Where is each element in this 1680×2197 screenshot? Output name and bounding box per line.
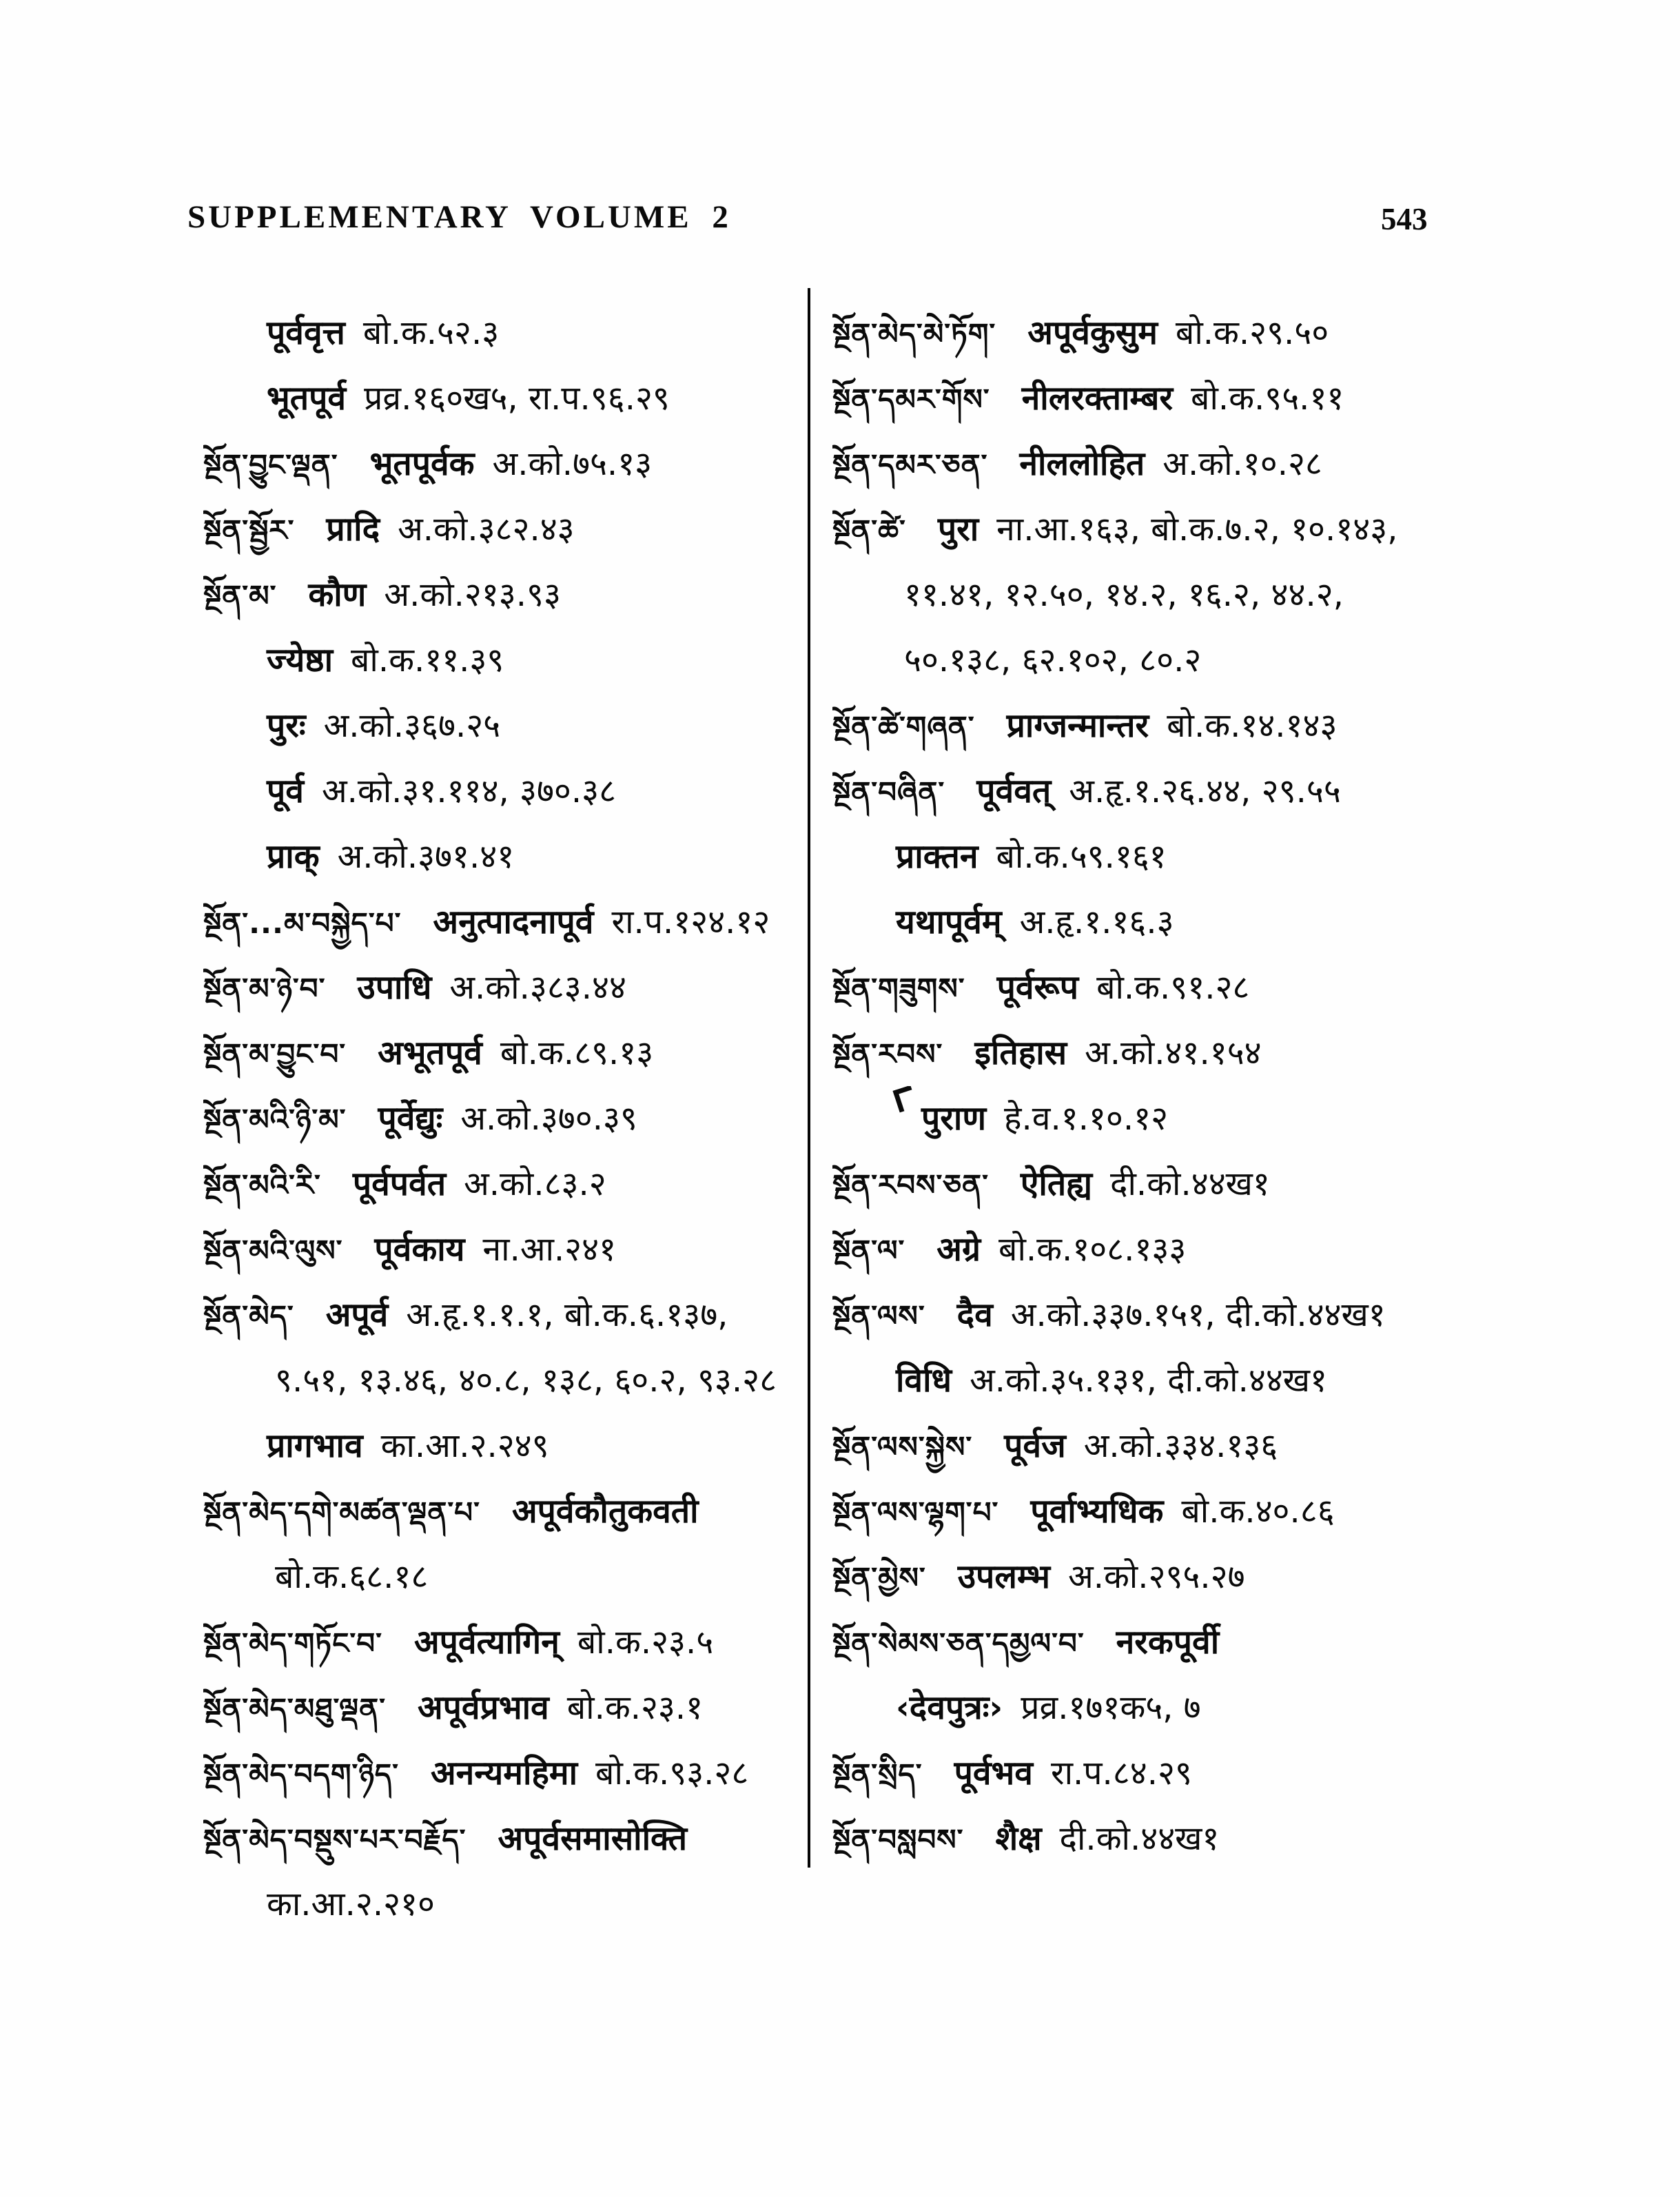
sanskrit-gloss: कौण	[308, 575, 367, 614]
reference-citations: प्रव्र.१६०ख५, रा.प.९६.२९	[364, 379, 670, 418]
sanskrit-gloss: पूर्व	[267, 772, 304, 810]
dictionary-entry	[203, 562, 796, 628]
dictionary-entry	[203, 1610, 796, 1675]
dictionary-entry	[832, 1283, 1646, 1348]
tibetan-headword: སྔོན་ལ་	[832, 1234, 905, 1267]
dictionary-entry	[832, 955, 1646, 1021]
dictionary-entry	[832, 366, 1646, 431]
dictionary-entry	[832, 300, 1646, 366]
reference-citations: अ.को.३७०.३९	[460, 1099, 637, 1138]
sanskrit-gloss: नीलरक्ताम्बर	[1021, 379, 1174, 418]
sanskrit-gloss: अपूर्वत्यागिन्	[413, 1623, 560, 1662]
tibetan-headword: སྔོན་བཞིན་	[832, 775, 945, 809]
reference-citations: बो.क.२३.१	[566, 1688, 704, 1727]
sanskrit-gloss: अपूर्वसमासोक्ति	[498, 1819, 688, 1858]
reference-citations: दी.को.४४ख१	[1110, 1165, 1270, 1203]
dictionary-entry	[203, 1479, 796, 1544]
dictionary-entry	[203, 1283, 796, 1348]
tibetan-headword: སྔོན་མེད་བསྡུས་པར་བརྗོད་	[203, 1823, 467, 1857]
tibetan-headword: སྔོན་...མ་བསྐྱེད་པ་	[203, 906, 402, 940]
sanskrit-gloss: अपूर्वकौतुकवती	[511, 1492, 699, 1531]
sanskrit-gloss: अनुत्पादनापूर्व	[433, 903, 594, 941]
sanskrit-gloss: ‹देवपुत्रः›	[896, 1688, 1003, 1727]
dictionary-entry	[203, 1152, 796, 1217]
entry-subline	[832, 1675, 1646, 1741]
sanskrit-gloss: पूर्वरूप	[996, 968, 1079, 1007]
dictionary-entry	[832, 1217, 1646, 1283]
sanskrit-gloss: विधि	[896, 1361, 952, 1400]
entry-subline	[203, 366, 796, 431]
reference-citations: अ.को.३६७.२५	[323, 706, 501, 745]
tibetan-headword: སྔོན་སྲིད་	[832, 1757, 923, 1791]
reference-citations: अ.हृ.१.१६.३	[1019, 903, 1174, 941]
reference-citations: बो.क.८९.१३	[500, 1034, 654, 1072]
reference-citations: अ.हृ.१.१.१, बो.क.६.१३७,	[406, 1296, 728, 1334]
sanskrit-gloss: प्राग्जन्मान्तर	[1006, 706, 1149, 745]
sanskrit-gloss: पुरा	[937, 510, 979, 549]
reference-citations: ९.५१, १३.४६, ४०.८, १३८, ६०.२, ९३.२८	[275, 1361, 777, 1400]
sanskrit-gloss: उपलम्भ	[957, 1557, 1051, 1596]
tibetan-headword: སྔོན་གཟུགས་	[832, 972, 965, 1005]
tibetan-headword: སྔོན་མ་	[203, 579, 277, 613]
sanskrit-gloss: शैक्ष	[995, 1819, 1042, 1858]
tibetan-headword: སྔོན་ལས་སྐྱེས་	[832, 1430, 973, 1464]
tibetan-headword: སྔོན་ཚེ་	[832, 513, 906, 547]
tibetan-headword: སྔོན་སྦྱོར་	[203, 513, 295, 547]
reference-citations: बो.क.२३.५	[577, 1623, 714, 1662]
dictionary-entry	[832, 1021, 1646, 1086]
entry-subline	[203, 300, 796, 366]
sanskrit-gloss: पूर्वकाय	[374, 1230, 465, 1269]
reference-citations: अ.को.३५.१३१, दी.को.४४ख१	[970, 1361, 1328, 1400]
sanskrit-gloss: प्राक्तन	[896, 837, 979, 876]
sanskrit-gloss: इतिहास	[974, 1034, 1067, 1072]
dictionary-column-right	[832, 300, 1646, 1886]
tibetan-headword: སྔོན་མེད་དགེ་མཚན་ལྡན་པ་	[203, 1495, 480, 1529]
dictionary-entry	[832, 759, 1646, 824]
dictionary-entry	[203, 1741, 796, 1806]
dictionary-entry	[203, 1021, 796, 1086]
sanskrit-gloss: अपूर्वप्रभाव	[417, 1688, 549, 1727]
reference-citations: अ.को.३८२.४३	[398, 510, 575, 549]
column-divider-rule	[808, 288, 810, 1868]
tibetan-headword: སྔོན་རབས་ཅན་	[832, 1168, 989, 1202]
reference-citations: अ.को.३३७.१५१, दी.को.४४ख१	[1010, 1296, 1386, 1334]
tibetan-headword: སྔོན་མེད་	[203, 1299, 294, 1333]
dictionary-entry	[832, 1741, 1646, 1806]
entry-subline	[203, 628, 796, 693]
tibetan-headword: སྔོན་ཚེ་གཞན་	[832, 710, 975, 744]
dictionary-entry	[832, 1413, 1646, 1479]
tibetan-headword: སྔོན་མེད་གཏོང་བ་	[203, 1626, 382, 1660]
page-header-title: SUPPLEMENTARY VOLUME 2	[187, 199, 731, 235]
sanskrit-gloss: अपूर्व	[325, 1296, 389, 1334]
sanskrit-gloss: पूर्ववत्	[976, 772, 1052, 810]
reference-citations: ना.आ.१६३, बो.क.७.२, १०.१४३,	[996, 510, 1398, 549]
reference-citations: अ.को.३८३.४४	[449, 968, 626, 1007]
reference-citations: अ.को.४१.१५४	[1085, 1034, 1262, 1072]
dictionary-entry	[203, 497, 796, 562]
sanskrit-gloss: भूतपूर्व	[267, 379, 347, 418]
reference-citations: अ.हृ.१.२६.४४, २९.५५	[1069, 772, 1341, 810]
tibetan-headword: སྔོན་དམར་གོས་	[832, 382, 990, 416]
sanskrit-gloss: पूर्वपर्वत	[352, 1165, 447, 1203]
reference-citations: अ.को.८३.२	[464, 1165, 606, 1203]
sanskrit-gloss: पुरः	[267, 706, 306, 745]
sanskrit-gloss: ऐतिह्य	[1020, 1165, 1093, 1203]
reference-citations: दी.को.४४ख१	[1059, 1819, 1220, 1858]
reference-citations: रा.प.१२४.१२	[611, 903, 770, 941]
sanskrit-gloss: पूर्वभव	[954, 1754, 1033, 1792]
sanskrit-gloss: प्राक्	[267, 837, 320, 876]
sanskrit-gloss: ज्येष्ठा	[267, 641, 334, 679]
tibetan-headword: སྔོན་མྱེས་	[832, 1561, 926, 1595]
tibetan-headword: སྔོན་སེམས་ཅན་དམྱལ་བ་	[832, 1626, 1085, 1660]
handwritten-insertion-caret-mark	[893, 1086, 918, 1112]
dictionary-entry	[832, 1806, 1646, 1872]
reference-citations: बो.क.११.३९	[351, 641, 504, 679]
sanskrit-gloss: दैव	[956, 1296, 993, 1334]
tibetan-headword: སྔོན་མེད་མེ་ཏོག་	[832, 317, 996, 351]
sanskrit-gloss: उपाधि	[357, 968, 432, 1007]
sanskrit-gloss: नीललोहित	[1019, 444, 1145, 483]
dictionary-entry	[832, 431, 1646, 497]
tibetan-headword: སྔོན་མའི་རི་	[203, 1168, 321, 1202]
tibetan-headword: སྔོན་མའི་ཉི་མ་	[203, 1103, 347, 1136]
reference-citations: बो.क.९१.२८	[1096, 968, 1250, 1007]
entry-subline	[203, 824, 796, 890]
reference-citations: हे.व.१.१०.१२	[1004, 1099, 1169, 1138]
dictionary-entry	[832, 1152, 1646, 1217]
tibetan-headword: སྔོན་མ་བྱུང་བ་	[203, 1037, 347, 1071]
tibetan-headword: སྔོན་དམར་ཅན་	[832, 448, 988, 482]
entry-subline	[203, 693, 796, 759]
reference-citations: प्रव्र.१७१क५, ७	[1021, 1688, 1201, 1727]
sanskrit-gloss: भूतपूर्वक	[369, 444, 475, 483]
entry-subline	[832, 890, 1646, 955]
entry-subline	[832, 824, 1646, 890]
entry-subline	[203, 759, 796, 824]
dictionary-entry	[203, 955, 796, 1021]
sanskrit-gloss: अग्रे	[936, 1230, 981, 1269]
entry-subline	[203, 1348, 796, 1413]
sanskrit-gloss: यथापूर्वम्	[896, 903, 1002, 941]
tibetan-headword: སྔོན་ལས་ལྷག་པ་	[832, 1495, 999, 1529]
tibetan-headword: སྔོན་མའི་ལུས་	[203, 1234, 343, 1267]
reference-citations: अ.को.२९५.२७	[1068, 1557, 1245, 1596]
reference-citations: ११.४१, १२.५०, १४.२, १६.२, ४४.२,	[904, 575, 1344, 614]
reference-citations: अ.को.१०.२८	[1162, 444, 1322, 483]
reference-citations: बो.क.९३.२८	[595, 1754, 749, 1792]
dictionary-entry	[832, 1479, 1646, 1544]
dictionary-entry	[203, 890, 796, 955]
reference-citations: बो.क.१४.१४३	[1167, 706, 1338, 745]
reference-citations: अ.को.३१.११४, ३७०.३८	[321, 772, 617, 810]
reference-citations: अ.को.७५.१३	[492, 444, 653, 483]
sanskrit-gloss: नरकपूर्वी	[1116, 1623, 1220, 1662]
page-number: 543	[1381, 202, 1428, 236]
entry-subline	[832, 628, 1646, 693]
tibetan-headword: སྔོན་ལས་	[832, 1299, 925, 1333]
dictionary-column-left	[203, 300, 796, 1968]
dictionary-entry	[832, 693, 1646, 759]
dictionary-entry	[203, 1217, 796, 1283]
reference-citations: बो.क.१०८.१३३	[998, 1230, 1187, 1269]
entry-subline	[832, 1348, 1646, 1413]
entry-subline	[203, 1544, 796, 1610]
sanskrit-gloss: प्रागभाव	[267, 1427, 363, 1465]
dictionary-entry	[832, 497, 1646, 562]
reference-citations: बो.क.५९.१६१	[996, 837, 1167, 876]
reference-citations: का.आ.२.२४९	[380, 1427, 549, 1465]
dictionary-entry	[203, 431, 796, 497]
sanskrit-gloss: पूर्ववृत्त	[267, 314, 345, 352]
reference-citations: रा.प.८४.२९	[1050, 1754, 1192, 1792]
reference-citations: ना.आ.२४१	[482, 1230, 617, 1269]
dictionary-entry	[203, 1086, 796, 1152]
sanskrit-gloss: अपूर्वकुसुम	[1027, 314, 1158, 352]
dictionary-entry	[203, 1675, 796, 1741]
entry-subline	[203, 1872, 796, 1937]
dictionary-entry	[832, 1610, 1646, 1675]
reference-citations: अ.को.२१३.९३	[384, 575, 561, 614]
sanskrit-gloss: प्रादि	[326, 510, 380, 549]
dictionary-entry	[832, 1544, 1646, 1610]
reference-citations: अ.को.३३४.१३६	[1083, 1427, 1278, 1465]
reference-citations: बो.क.९५.११	[1191, 379, 1344, 418]
sanskrit-gloss: पूर्वज	[1004, 1427, 1066, 1465]
sanskrit-gloss: पूर्वेद्युः	[378, 1099, 443, 1138]
reference-citations: बो.क.२९.५०	[1175, 314, 1329, 352]
tibetan-headword: སྔོན་མ་ཉེ་བ་	[203, 972, 326, 1005]
tibetan-headword: སྔོན་བསླབས་	[832, 1823, 964, 1857]
entry-subline	[832, 562, 1646, 628]
reference-citations: का.आ.२.२१०	[267, 1885, 435, 1923]
tibetan-headword: སྔོན་མེད་བདག་ཉིད་	[203, 1757, 399, 1791]
reference-citations: बो.क.५२.३	[362, 314, 500, 352]
reference-citations: बो.क.४०.८६	[1181, 1492, 1335, 1531]
entry-subline	[203, 1413, 796, 1479]
sanskrit-gloss: पुराण	[921, 1099, 987, 1138]
tibetan-headword: སྔོན་བྱུང་ལྡན་	[203, 448, 338, 482]
reference-citations: ५०.१३८, ६२.१०२, ८०.२	[904, 641, 1202, 679]
tibetan-headword: སྔོན་རབས་	[832, 1037, 943, 1071]
sanskrit-gloss: अभूतपूर्व	[378, 1034, 482, 1072]
sanskrit-gloss: पूर्वाभ्यधिक	[1030, 1492, 1164, 1531]
reference-citations: बो.क.६८.१८	[275, 1557, 429, 1596]
reference-citations: अ.को.३७१.४१	[337, 837, 515, 876]
dictionary-entry	[203, 1806, 796, 1872]
entry-subline	[832, 1086, 1646, 1152]
sanskrit-gloss: अनन्यमहिमा	[430, 1754, 578, 1792]
tibetan-headword: སྔོན་མེད་མཐུ་ལྡན་	[203, 1692, 386, 1726]
